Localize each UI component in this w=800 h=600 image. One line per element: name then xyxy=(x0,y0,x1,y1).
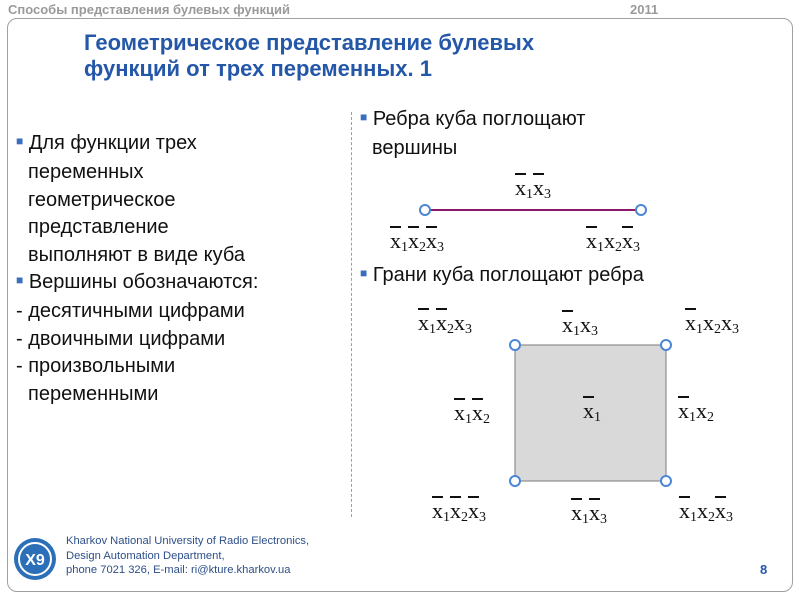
footer-line-1: Kharkov National University of Radio Electronics, xyxy=(66,535,310,547)
vertex-node xyxy=(510,476,520,486)
year: 2011 xyxy=(630,2,659,17)
footer-line-3: phone 7021 326, E-mail: ri@kture.kharkov.ua xyxy=(66,564,291,576)
vertex-label: $\overline{x}_1x_2\overline{x}_3$ xyxy=(586,228,640,255)
vertex-node xyxy=(510,340,520,350)
vertex-label: $\overline{x}_1\overline{x}_2x_3$ xyxy=(418,310,472,337)
left-b1-line3: геометрическое xyxy=(28,188,176,211)
bullet-icon: ■ xyxy=(360,266,368,280)
list-item: - десятичными цифрами xyxy=(16,300,245,323)
vertex-label: $\overline{x}_1x_2\overline{x}_3$ xyxy=(679,498,733,525)
bullet-icon: ■ xyxy=(360,110,368,124)
vertex-label: $\overline{x}_1x_2x_3$ xyxy=(685,310,739,337)
edge-label: $\overline{x}_1\overline{x}_2$ xyxy=(454,400,490,427)
page-number: 8 xyxy=(760,562,768,577)
right-b1-line2: вершины xyxy=(372,137,458,159)
vertex-label: $\overline{x}_1\overline{x}_2\overline{x}_3$ xyxy=(432,498,486,525)
edge-label: $\overline{x}_1x_2$ xyxy=(678,398,714,425)
bullet-icon: ■ xyxy=(16,273,24,288)
list-item: - произвольными xyxy=(16,355,176,378)
left-b1-line2: переменных xyxy=(28,161,144,184)
edge-label: $\overline{x}_1\overline{x}_3$ xyxy=(515,175,551,202)
vertex-label: $\overline{x}_1\overline{x}_2\overline{x}_3$ xyxy=(390,228,444,255)
bullet-icon: ■ xyxy=(16,134,24,148)
vertex-node xyxy=(636,205,646,215)
university-logo xyxy=(12,536,58,587)
course-title: Способы представления булевых функций xyxy=(8,2,290,17)
vertex-node xyxy=(420,205,430,215)
right-b1-line1: Ребра куба поглощают xyxy=(372,108,586,130)
left-b1-line5: выполняют в виде куба xyxy=(28,243,245,266)
footer-line-2: Design Automation Department, xyxy=(66,549,225,562)
footer-contact xyxy=(66,534,309,578)
edge-label: $\overline{x}_1x_3$ xyxy=(562,312,598,339)
left-b1-line4: представление xyxy=(28,216,169,239)
logo-text: X9 xyxy=(25,552,45,569)
title-line-2: функций от трех переменных. 1 xyxy=(84,56,432,81)
left-b1-line1: Для функции трех xyxy=(28,132,197,154)
face-label: $\overline{x}_1$ xyxy=(583,398,601,425)
right-b2: Грани куба поглощают ребра xyxy=(372,264,644,286)
list-item: переменными xyxy=(28,382,159,405)
title-line-1: Геометрическое представление булевых xyxy=(84,30,535,55)
vertex-node xyxy=(661,340,671,350)
edge-label: $\overline{x}_1\overline{x}_3$ xyxy=(571,500,607,527)
vertex-node xyxy=(661,476,671,486)
list-item: - двоичными цифрами xyxy=(16,327,226,350)
left-b2: Вершины обозначаются: xyxy=(28,271,259,294)
